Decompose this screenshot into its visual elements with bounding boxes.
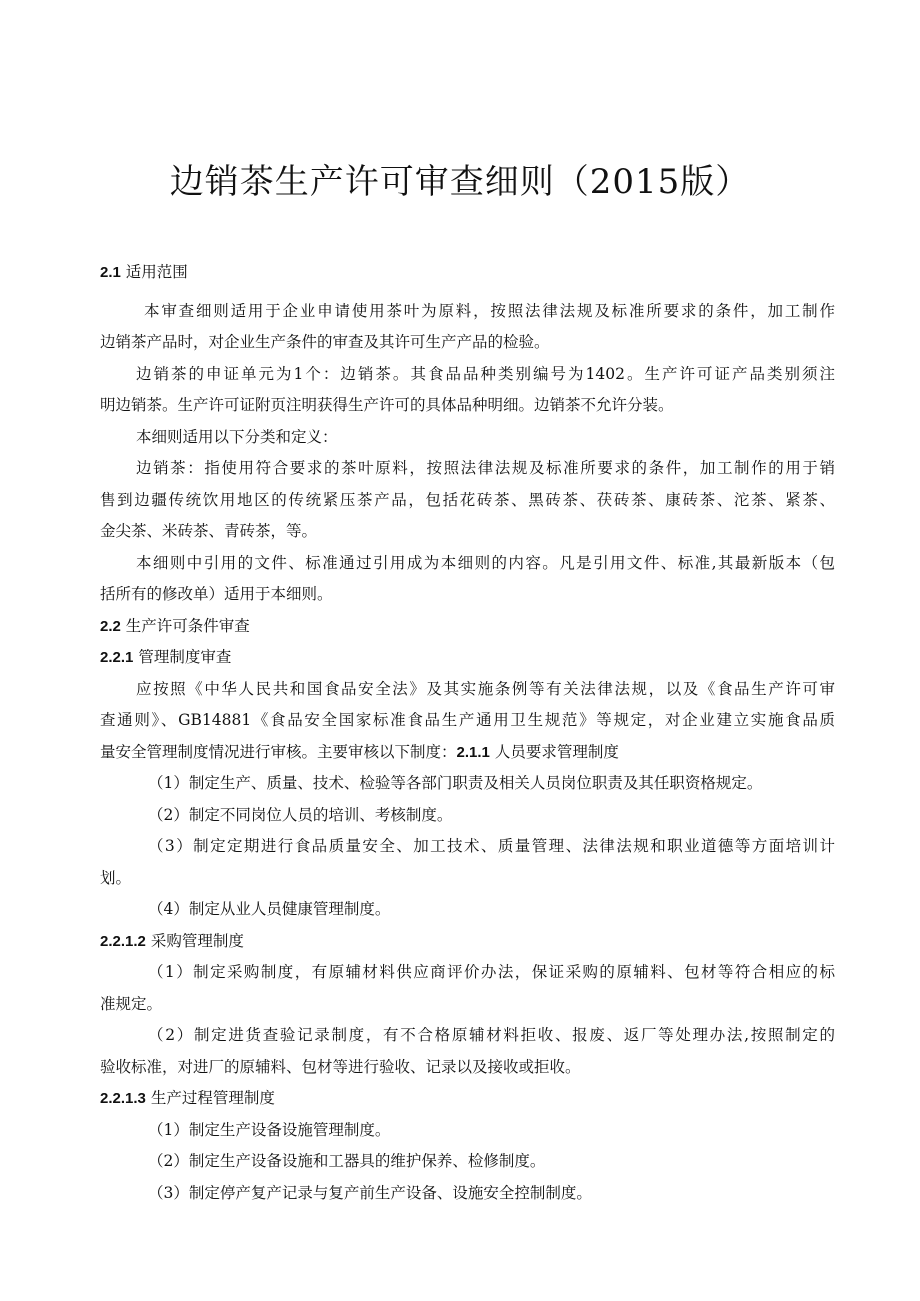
heading-label: 人员要求管理制度 xyxy=(494,742,619,761)
list-item: （2）制定进货查验记录制度，有不合格原辅材料拒收、报废、返厂等处理办法,按照制定的 xyxy=(148,1026,835,1044)
list-item: （1）制定采购制度，有原辅材料供应商评价办法，保证采购的原辅料、包材等符合相应的标 xyxy=(148,963,835,981)
list-item: （3）制定定期进行食品质量安全、加工技术、质量管理、法律法规和职业道德等方面培训计 xyxy=(148,837,835,855)
heading-2-2-1 xyxy=(100,642,835,674)
heading-2-2-1-3 xyxy=(100,1083,835,1115)
paragraph-line: 本细则适用以下分类和定义： xyxy=(136,427,338,446)
document-title: 边销茶生产许可审查细则（2015版） xyxy=(169,162,751,202)
list-item: （2）制定生产设备设施和工器具的维护保养、检修制度。 xyxy=(148,1152,546,1170)
heading-2-2 xyxy=(100,611,835,643)
heading-label: 生产过程管理制度 xyxy=(150,1089,275,1107)
heading-number: 2.1.1 xyxy=(456,743,490,761)
paragraph-line: 售到边疆传统饮用地区的传统紧压茶产品，包括花砖茶、黑砖茶、茯砖茶、康砖茶、沱茶、紧茶、 xyxy=(100,490,835,509)
paragraph-line xyxy=(100,737,835,769)
heading-2-2-1-2 xyxy=(100,926,835,958)
inline-text: 量安全管理制度情况进行审核。主要审核以下制度： xyxy=(100,742,457,761)
heading-number: 2.2.1.3 xyxy=(100,1090,146,1107)
heading-number: 2.1 xyxy=(100,264,121,281)
heading-label: 采购管理制度 xyxy=(150,931,244,950)
list-item-continuation: 验收标准，对进厂的原辅料、包材等进行验收、记录以及接收或拒收。 xyxy=(100,1057,581,1076)
paragraph-line: 边销茶产品时，对企业生产条件的审查及其许可生产产品的检验。 xyxy=(100,333,550,351)
list-item-continuation: 准规定。 xyxy=(100,994,163,1013)
heading-number: 2.2.1 xyxy=(100,649,134,666)
list-item-continuation: 划。 xyxy=(100,868,132,887)
list-item: （2）制定不同岗位人员的培训、考核制度。 xyxy=(148,805,453,824)
paragraph-line: 应按照《中华人民共和国食品安全法》及其实施条例等有关法律法规，以及《食品生产许可审 xyxy=(136,679,835,698)
list-item: （4）制定从业人员健康管理制度。 xyxy=(148,900,391,918)
paragraph-line: 明边销茶。生产许可证附页注明获得生产许可的具体品种明细。边销茶不允许分装。 xyxy=(100,396,674,414)
paragraph-line: 本细则中引用的文件、标准通过引用成为本细则的内容。凡是引用文件、标准,其最新版本（包 xyxy=(136,553,835,572)
list-item: （1）制定生产、质量、技术、检验等各部门职责及相关人员岗位职责及其任职资格规定。 xyxy=(148,774,763,792)
heading-number: 2.2.1.2 xyxy=(100,932,146,950)
paragraph-line: 括所有的修改单）适用于本细则。 xyxy=(100,585,333,603)
paragraph-line: 边销茶的申证单元为1个：边销茶。其食品品种类别编号为1402。生产许可证产品类别须注 xyxy=(136,364,835,383)
paragraph-line: 本审查细则适用于企业申请使用茶叶为原料，按照法律法规及标准所要求的条件，加工制作 xyxy=(144,301,835,320)
heading-label: 管理制度审查 xyxy=(138,648,232,666)
paragraph-line: 查通则》、GB14881《食品安全国家标准食品生产通用卫生规范》等规定，对企业建立实施食品质 xyxy=(100,711,835,729)
document-body xyxy=(100,257,835,1209)
list-item: （1）制定生产设备设施管理制度。 xyxy=(148,1120,391,1139)
heading-2-1 xyxy=(100,257,835,289)
heading-number: 2.2 xyxy=(100,617,121,635)
list-item: （3）制定停产复产记录与复产前生产设备、设施安全控制制度。 xyxy=(148,1183,592,1202)
paragraph-line: 边销茶：指使用符合要求的茶叶原料，按照法律法规及标准所要求的条件，加工制作的用于销 xyxy=(136,459,835,477)
paragraph-line: 金尖茶、米砖茶、青砖茶，等。 xyxy=(100,522,318,540)
heading-label: 生产许可条件审查 xyxy=(125,616,250,635)
heading-label: 适用范围 xyxy=(125,263,188,281)
